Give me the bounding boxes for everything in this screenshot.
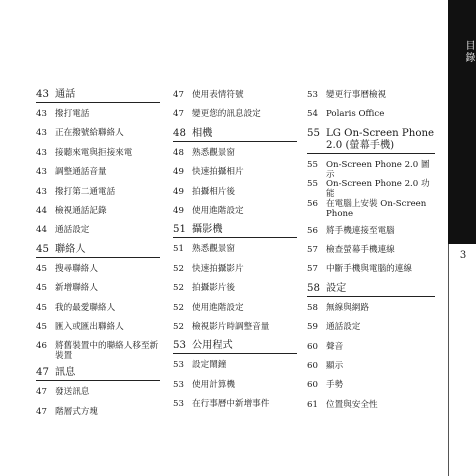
toc-entry — [307, 376, 435, 395]
entry-page-number: 43 — [36, 147, 47, 158]
entry-page-number: 53 — [307, 90, 318, 100]
entry-title: 熟悉觀景窗 — [192, 244, 235, 255]
toc-entry — [36, 337, 160, 364]
entry-page-number: 44 — [36, 205, 47, 216]
toc-entry — [173, 86, 297, 105]
entry-page-number: 47 — [36, 406, 47, 417]
entry-title: 手勢 — [326, 380, 344, 391]
entry-page-number: 60 — [307, 360, 318, 371]
toc-entry — [36, 318, 160, 337]
entry-title: 通話設定 — [326, 322, 361, 333]
margin-divider — [448, 266, 449, 476]
toc-entry — [173, 183, 297, 202]
entry-title: 通話設定 — [55, 225, 90, 236]
entry-title: On-Screen Phone 2.0 功能 — [326, 179, 430, 200]
toc-column-2 — [173, 86, 297, 414]
toc-entry — [307, 241, 435, 260]
entry-page-number: 47 — [173, 109, 184, 120]
side-tab-label: 目錄 — [463, 40, 474, 64]
entry-title: 搜尋聯絡人 — [55, 263, 98, 274]
toc-entry — [173, 163, 297, 182]
entry-title: 在行事曆中新增事件 — [192, 399, 270, 410]
entry-page-number: 51 — [173, 244, 184, 255]
entry-page-number: 52 — [173, 302, 184, 313]
entry-title: 顯示 — [326, 360, 344, 371]
entry-title: 設定鬧鐘 — [192, 360, 227, 371]
entry-title: 檢查螢幕手機連線 — [326, 244, 395, 255]
toc-entry — [173, 376, 297, 395]
entry-page-number: 53 — [173, 360, 184, 371]
entry-page-number: 46 — [36, 341, 47, 352]
toc-entry — [307, 222, 435, 241]
section-page-number: 51 — [173, 224, 186, 236]
toc-entry — [307, 175, 435, 200]
section-title: 攝影機 — [192, 224, 223, 236]
toc-entry — [36, 183, 160, 202]
entry-title: 快速拍攝相片 — [192, 167, 244, 178]
entry-title: 位置與安全性 — [326, 399, 378, 410]
entry-title: 使用計算機 — [192, 379, 235, 390]
section-title: 聯絡人 — [55, 243, 86, 255]
toc-entry — [307, 318, 435, 337]
toc-entry — [173, 105, 297, 124]
entry-page-number: 55 — [307, 159, 318, 170]
entry-page-number: 57 — [307, 264, 318, 275]
section-title: LG On-Screen Phone 2.0 (螢幕手機) — [326, 127, 435, 151]
section-page-number: 53 — [173, 340, 186, 352]
entry-title: 拍攝相片後 — [192, 186, 235, 197]
entry-title: 將手機連接至電腦 — [326, 225, 395, 236]
entry-page-number: 43 — [36, 109, 47, 119]
toc-section-heading — [36, 89, 160, 103]
toc-section-heading — [307, 283, 435, 297]
toc-entry — [36, 144, 160, 163]
entry-title: 變更行事曆檢視 — [326, 90, 387, 100]
entry-page-number: 47 — [36, 387, 47, 398]
entry-page-number: 43 — [36, 186, 47, 197]
entry-title: 無線與網路 — [326, 302, 369, 313]
entry-title: Polaris Office — [326, 109, 385, 120]
toc-entry — [36, 202, 160, 221]
entry-page-number: 52 — [173, 321, 184, 332]
entry-page-number: 61 — [307, 399, 318, 410]
toc-entry — [307, 105, 435, 124]
toc-section-heading — [173, 128, 297, 142]
toc-entry — [36, 403, 160, 422]
entry-title: 撥打電話 — [55, 109, 90, 119]
entry-title: On-Screen Phone 2.0 圖示 — [326, 159, 430, 180]
section-title: 相機 — [192, 127, 213, 139]
page-number: 3 — [448, 244, 476, 266]
toc-entry — [36, 163, 160, 182]
entry-page-number: 53 — [173, 399, 184, 410]
side-tab — [448, 0, 476, 244]
toc-entry — [173, 395, 297, 414]
entry-page-number: 49 — [173, 186, 184, 197]
toc-entry — [36, 221, 160, 240]
entry-title: 聲音 — [326, 341, 344, 352]
toc-entry — [36, 299, 160, 318]
entry-title: 中斷手機與電腦的連線 — [326, 264, 412, 275]
entry-page-number: 56 — [307, 225, 318, 236]
toc-entry — [307, 86, 435, 105]
entry-page-number: 45 — [36, 321, 47, 332]
entry-title: 調整通話音量 — [55, 167, 107, 178]
toc-entry — [173, 356, 297, 375]
entry-page-number: 52 — [173, 263, 184, 274]
entry-title: 發送訊息 — [55, 387, 90, 398]
toc-entry — [307, 195, 435, 222]
toc-entry — [173, 144, 297, 163]
entry-title: 匯入或匯出聯絡人 — [55, 321, 124, 332]
entry-title: 熟悉觀景窗 — [192, 147, 235, 158]
toc-section-heading — [36, 367, 160, 381]
entry-page-number: 55 — [307, 179, 318, 190]
entry-title: 階層式方塊 — [55, 406, 98, 417]
entry-title: 變更您的訊息設定 — [192, 109, 261, 120]
toc-entry — [307, 260, 435, 279]
entry-page-number: 53 — [173, 379, 184, 390]
entry-page-number: 43 — [36, 128, 47, 139]
entry-page-number: 44 — [36, 225, 47, 236]
entry-page-number: 49 — [173, 205, 184, 216]
toc-entry — [173, 279, 297, 298]
toc-section-heading — [173, 224, 297, 238]
section-title: 訊息 — [55, 367, 76, 379]
toc-entry — [307, 338, 435, 357]
section-title: 設定 — [326, 282, 347, 294]
toc-section-heading — [307, 128, 435, 154]
toc-entry — [36, 105, 160, 124]
entry-title: 使用進階設定 — [192, 205, 244, 216]
entry-page-number: 45 — [36, 283, 47, 294]
entry-title: 檢視通話記錄 — [55, 205, 107, 216]
toc-entry — [36, 124, 160, 143]
toc-entry — [307, 299, 435, 318]
section-page-number: 58 — [307, 282, 320, 294]
section-page-number: 47 — [36, 367, 49, 379]
toc-section-heading — [173, 340, 297, 354]
entry-title: 將舊裝置中的聯絡人移至新裝置 — [55, 341, 159, 362]
toc-entry — [307, 156, 435, 180]
entry-page-number: 56 — [307, 198, 318, 209]
entry-title: 使用進階設定 — [192, 302, 244, 313]
entry-title: 撥打第二通電話 — [55, 186, 116, 197]
entry-page-number: 58 — [307, 302, 318, 313]
entry-page-number: 45 — [36, 263, 47, 274]
toc-entry — [173, 240, 297, 259]
entry-page-number: 45 — [36, 302, 47, 313]
entry-title: 使用表情符號 — [192, 90, 244, 100]
entry-title: 拍攝影片後 — [192, 283, 235, 294]
entry-title: 接聽來電與拒接來電 — [55, 147, 133, 158]
toc-entry — [173, 318, 297, 337]
toc-entry — [173, 299, 297, 318]
entry-title: 我的最愛聯絡人 — [55, 302, 116, 313]
toc-column-1 — [36, 86, 160, 422]
section-page-number: 45 — [36, 243, 49, 255]
entry-title: 快速拍攝影片 — [192, 263, 244, 274]
toc-entry — [36, 260, 160, 279]
entry-page-number: 57 — [307, 244, 318, 255]
toc-column-3 — [307, 86, 435, 415]
toc-entry — [36, 383, 160, 402]
entry-page-number: 60 — [307, 341, 318, 352]
entry-title: 正在撥號給聯絡人 — [55, 128, 124, 139]
entry-page-number: 48 — [173, 147, 184, 158]
entry-page-number: 43 — [36, 167, 47, 178]
section-page-number: 43 — [36, 89, 49, 100]
entry-page-number: 47 — [173, 90, 184, 100]
entry-title: 檢視影片時調整音量 — [192, 321, 270, 332]
toc-entry — [307, 396, 435, 415]
entry-page-number: 60 — [307, 380, 318, 391]
section-page-number: 48 — [173, 127, 186, 139]
toc-entry — [173, 202, 297, 221]
section-title: 通話 — [55, 89, 76, 100]
entry-page-number: 59 — [307, 322, 318, 333]
entry-page-number: 52 — [173, 283, 184, 294]
toc-entry — [36, 279, 160, 298]
section-title: 公用程式 — [192, 340, 233, 352]
section-page-number: 55 — [307, 127, 320, 139]
toc-section-heading — [36, 244, 160, 258]
entry-page-number: 49 — [173, 167, 184, 178]
entry-page-number: 54 — [307, 109, 318, 120]
entry-title: 在電腦上安裝 On-Screen Phone — [326, 198, 427, 219]
entry-title: 新增聯絡人 — [55, 283, 98, 294]
toc-entry — [307, 357, 435, 376]
toc-entry — [173, 260, 297, 279]
